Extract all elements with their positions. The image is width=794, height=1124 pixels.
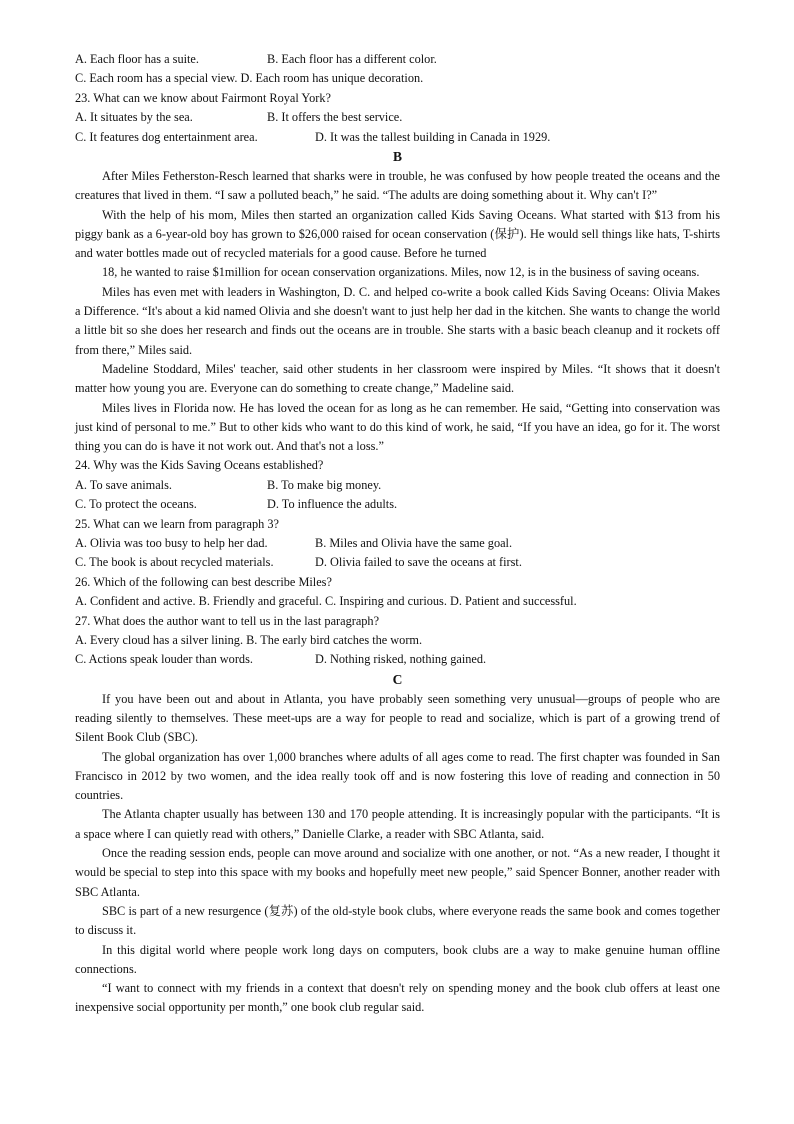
- section-c-paragraph-3: The Atlanta chapter usually has between 130 and 170 people attending. It is increasingly popular with the participants. “It is a space where I can quietly read with others,” Danielle Clarke, a reader with SBC Atlanta, said.: [75, 807, 720, 841]
- section-b-paragraph-3: Miles has even met with leaders in Washington, D. C. and helped co-write a book called Kids Saving Oceans: Olivia Makes a Difference. “It's about a kid named Olivia and she doesn't want to just help her dad in the kitchen. She wants to change the world a little bit so she does her research and finds out the oceans are in trouble. She starts with a basic beach cleanup and it rockets off from there,” Miles said.: [75, 284, 720, 357]
- section-c-paragraph-6: In this digital world where people work long days on computers, book clubs are a way to make genuine human offline connections.: [75, 942, 720, 976]
- q24-stem: 24. Why was the Kids Saving Oceans established?: [75, 458, 324, 473]
- section-b-paragraph-2: With the help of his mom, Miles then started an organization called Kids Saving Oceans. What started with $13 from his piggy bank as a 6-year-old boy has grown to $26,000 raised for ocean conservation (保护). He would sell things like hats, T-shirts and water bottles made out of recycled materials for a good cause. Before he turned: [75, 207, 720, 261]
- option-d: D. Each room has unique decoration.: [240, 71, 424, 86]
- q27-stem: 27. What does the author want to tell us in the last paragraph?: [75, 613, 380, 628]
- option-a: A. Olivia was too busy to help her dad.: [75, 535, 268, 550]
- option-c: C. To protect the oceans.: [75, 497, 197, 512]
- option-c: C. Each room has a special view.: [75, 71, 238, 86]
- option-d: D. It was the tallest building in Canada in 1929.: [315, 129, 551, 144]
- option-b: B. It offers the best service.: [267, 110, 403, 125]
- section-b-paragraph-5: Miles lives in Florida now. He has loved the ocean for as long as he can remember. He said, “Getting into conservation was just kind of personal to me.” But to other kids who want to do this kind of work, he said, “If you have an idea, go for it. The worst thing you can do is have it not work out. And that's not a loss.”: [75, 400, 720, 454]
- section-c-paragraph-1: If you have been out and about in Atlanta, you have probably seen something very unusual—groups of people who are reading silently to themselves. These meet-ups are a way for people to read and socialize, which is part of a growing trend of Silent Book Club (SBC).: [75, 691, 720, 745]
- section-c-heading: C: [392, 671, 403, 687]
- section-b-paragraph-2-continued: 18, he wanted to raise $1million for ocean conservation organizations. Miles, now 12, is in the business of saving oceans.: [102, 265, 700, 280]
- q26-options: A. Confident and active. B. Friendly and graceful. C. Inspiring and curious. D. Patient and successful.: [75, 594, 577, 609]
- q25-options-row-2: [75, 553, 720, 572]
- section-c-paragraph-7: “I want to connect with my friends in a context that doesn't rely on spending money and the book club offers at least one inexpensive social opportunity per month,” one book club regular said.: [75, 981, 720, 1015]
- q25-options-row-1: [75, 534, 720, 553]
- option-a: A. Each floor has a suite.: [75, 52, 199, 66]
- option-b: B. Each floor has a different color.: [267, 52, 437, 66]
- option-c: C. Actions speak louder than words.: [75, 652, 253, 667]
- exam-page: [75, 50, 720, 1018]
- q27-options-row-2: [75, 650, 720, 669]
- option-b: B. Miles and Olivia have the same goal.: [315, 535, 513, 550]
- section-c-paragraph-5: SBC is part of a new resurgence (复苏) of the old-style book clubs, where everyone reads the same book and comes together to discuss it.: [75, 903, 720, 938]
- q23-stem: 23. What can we know about Fairmont Royal York?: [75, 90, 331, 105]
- q27-options-row-1: A. Every cloud has a silver lining. B. The early bird catches the worm.: [75, 632, 423, 647]
- section-c-paragraph-4: Once the reading session ends, people can move around and socialize with one another, or not. “As a new reader, I thought it would be special to step into this space with my books and hopefully meet new people,” said Spencer Bonner, another reader with SBC Atlanta.: [75, 846, 720, 899]
- section-b-heading: B: [392, 148, 402, 164]
- section-b-paragraph-1: After Miles Fetherston-Resch learned that sharks were in trouble, he was confused by how people treated the oceans and the creatures that lived in them. “I saw a polluted beach,” he said. “The adults are doing something about it. Why can't I?”: [75, 168, 720, 203]
- option-d: D. To influence the adults.: [267, 497, 398, 512]
- q22-options-row-1: [75, 50, 720, 69]
- q25-stem: 25. What can we learn from paragraph 3?: [75, 516, 279, 531]
- option-d: D. Olivia failed to save the oceans at first.: [315, 555, 522, 570]
- option-b: B. To make big money.: [267, 477, 382, 492]
- section-b-paragraph-4: Madeline Stoddard, Miles' teacher, said other students in her classroom were inspired by Miles. “It shows that it doesn't matter how young you are. Everyone can do something to create change,” Madeline said.: [75, 361, 720, 396]
- q26-stem: 26. Which of the following can best describe Miles?: [75, 574, 332, 589]
- q24-options-row-2: [75, 495, 720, 514]
- option-a: A. It situates by the sea.: [75, 110, 193, 125]
- option-d: D. Nothing risked, nothing gained.: [315, 652, 487, 667]
- q24-options-row-1: [75, 476, 720, 495]
- option-c: C. It features dog entertainment area.: [75, 129, 258, 144]
- option-a: A. To save animals.: [75, 477, 172, 492]
- section-c-paragraph-2: The global organization has over 1,000 branches where adults of all ages come to read. The first chapter was founded in San Francisco in 2012 by two women, and the idea really took off and is now fostering this love of reading and connection in 50 countries.: [75, 749, 720, 803]
- q22-options-row-2: [75, 69, 720, 88]
- option-c: C. The book is about recycled materials.: [75, 555, 274, 570]
- q23-options-row-2: [75, 128, 720, 147]
- q23-options-row-1: [75, 108, 720, 127]
